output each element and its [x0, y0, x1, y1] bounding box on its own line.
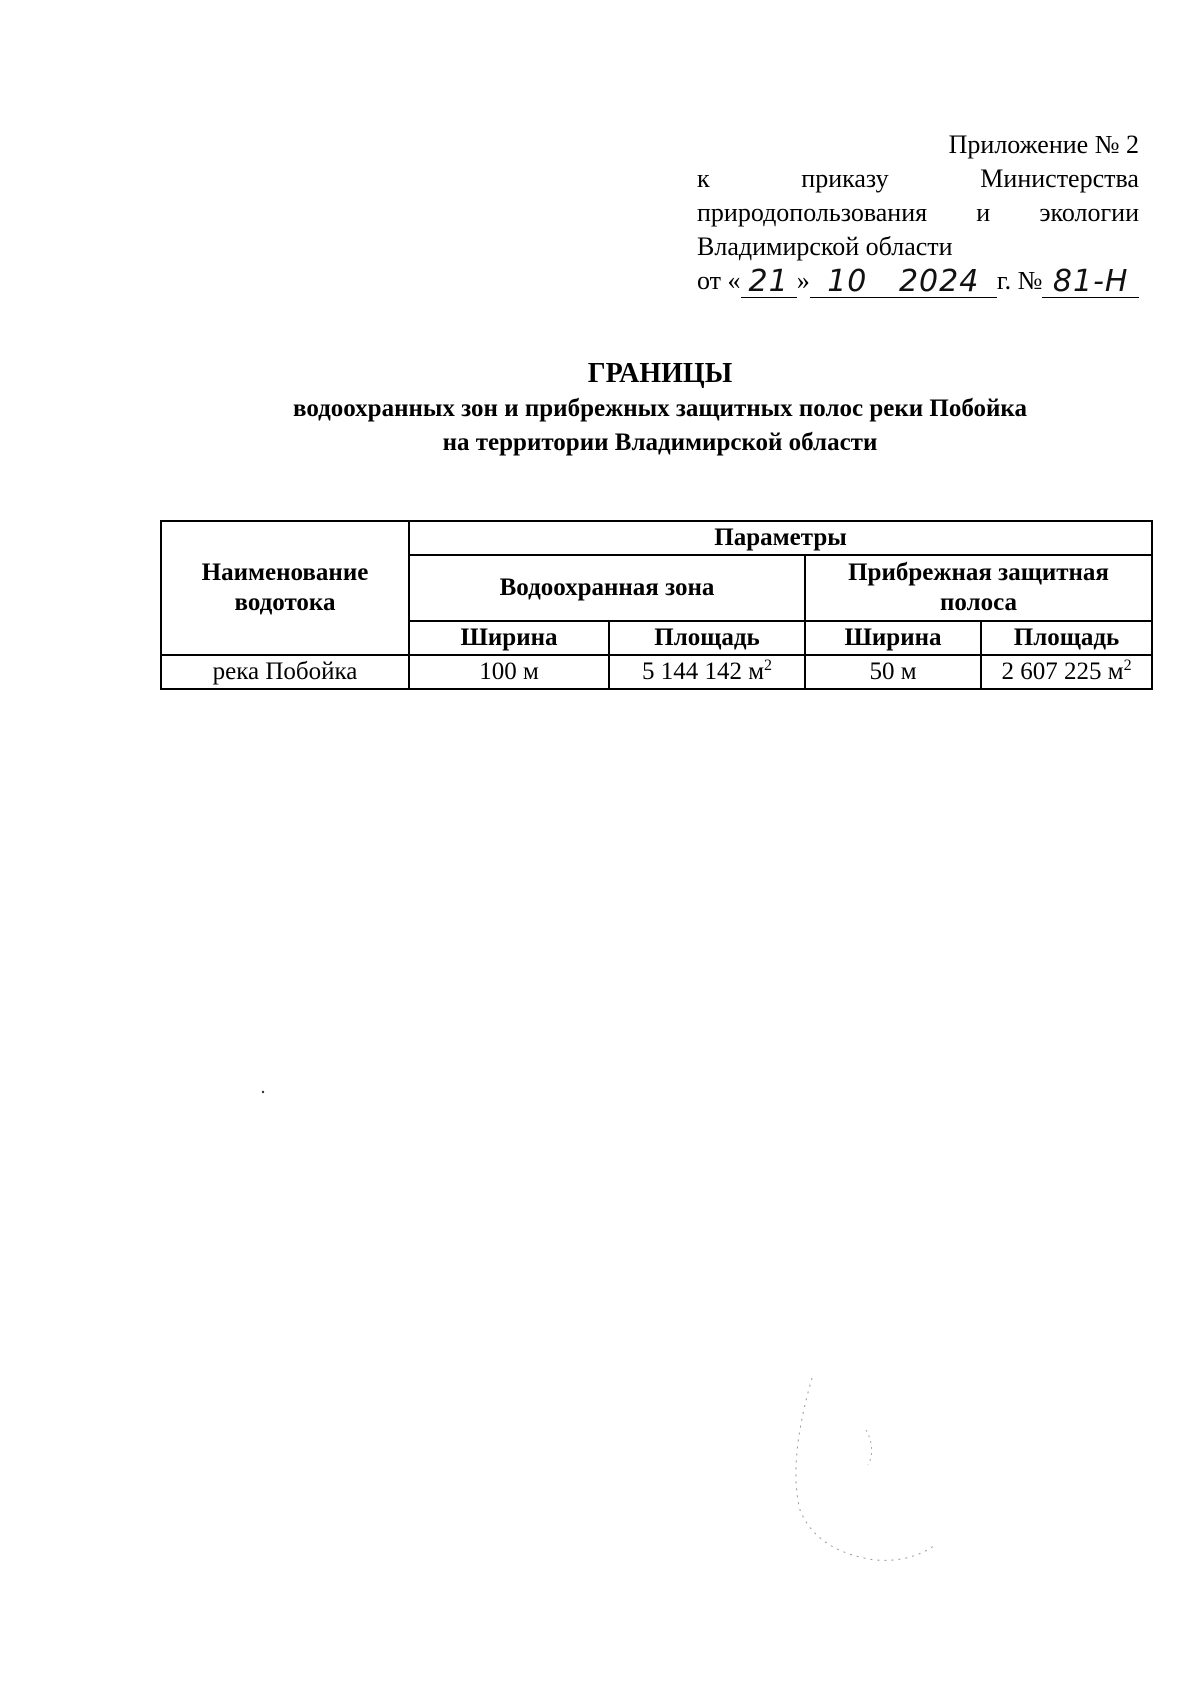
- appendix-date-line: [697, 264, 1139, 298]
- faint-stamp-trace: [866, 1430, 872, 1465]
- handwritten-day: 21: [741, 267, 797, 298]
- appendix-word: Министерства: [980, 164, 1139, 193]
- header-strip-area: Площадь: [981, 621, 1152, 655]
- appendix-word: к: [697, 164, 710, 193]
- cell-watercourse-name: река Побойка: [161, 655, 409, 689]
- cell-zone-width: 100 м: [409, 655, 609, 689]
- header-coastal-strip: Прибрежная защитная полоса: [805, 555, 1152, 621]
- strip-area-value: 2 607 225 м: [1001, 658, 1124, 685]
- date-prefix: от «: [697, 266, 741, 295]
- title-subheading-1: водоохранных зон и прибрежных защитных полос реки Побойка: [293, 395, 1027, 422]
- cell-zone-area: [609, 655, 805, 689]
- appendix-order-line: [697, 162, 1139, 196]
- header-water-protection-zone: Водоохранная зона: [409, 555, 805, 621]
- appendix-word: и: [976, 198, 991, 227]
- title-heading: ГРАНИЦЫ: [587, 358, 733, 389]
- zone-area-value: 5 144 142 м: [641, 658, 765, 685]
- table-row: [161, 655, 1152, 689]
- faint-stamp-trace: [796, 1378, 935, 1560]
- area-unit-exponent: 2: [764, 657, 773, 674]
- scan-dot: [262, 1091, 264, 1093]
- parameters-table: [160, 520, 1153, 690]
- header-watercourse-name: Наименование водотока: [161, 521, 409, 655]
- header-zone-width: Ширина: [409, 621, 609, 655]
- header-strip-width: Ширина: [805, 621, 981, 655]
- handwritten-order-number: 81-Н: [1042, 267, 1139, 298]
- title-subheading-2: на территории Владимирской области: [442, 429, 878, 456]
- appendix-region-line: Владимирской области: [697, 232, 953, 261]
- header-parameters: Параметры: [409, 521, 1152, 555]
- area-unit-exponent: 2: [1123, 657, 1132, 674]
- cell-strip-area: [981, 655, 1152, 689]
- document-title: [160, 356, 1160, 460]
- cell-strip-width: 50 м: [805, 655, 981, 689]
- header-zone-area: Площадь: [609, 621, 805, 655]
- appendix-word: экологии: [1039, 198, 1139, 227]
- year-suffix: г. №: [996, 266, 1043, 295]
- appendix-number: Приложение № 2: [948, 130, 1139, 159]
- date-quote-close: »: [796, 266, 810, 295]
- appendix-word: природопользования: [697, 198, 928, 227]
- handwritten-month-year: 10 2024: [810, 267, 997, 298]
- appendix-ministry-line: [697, 196, 1139, 230]
- appendix-block: [697, 128, 1139, 298]
- appendix-word: приказу: [801, 164, 889, 193]
